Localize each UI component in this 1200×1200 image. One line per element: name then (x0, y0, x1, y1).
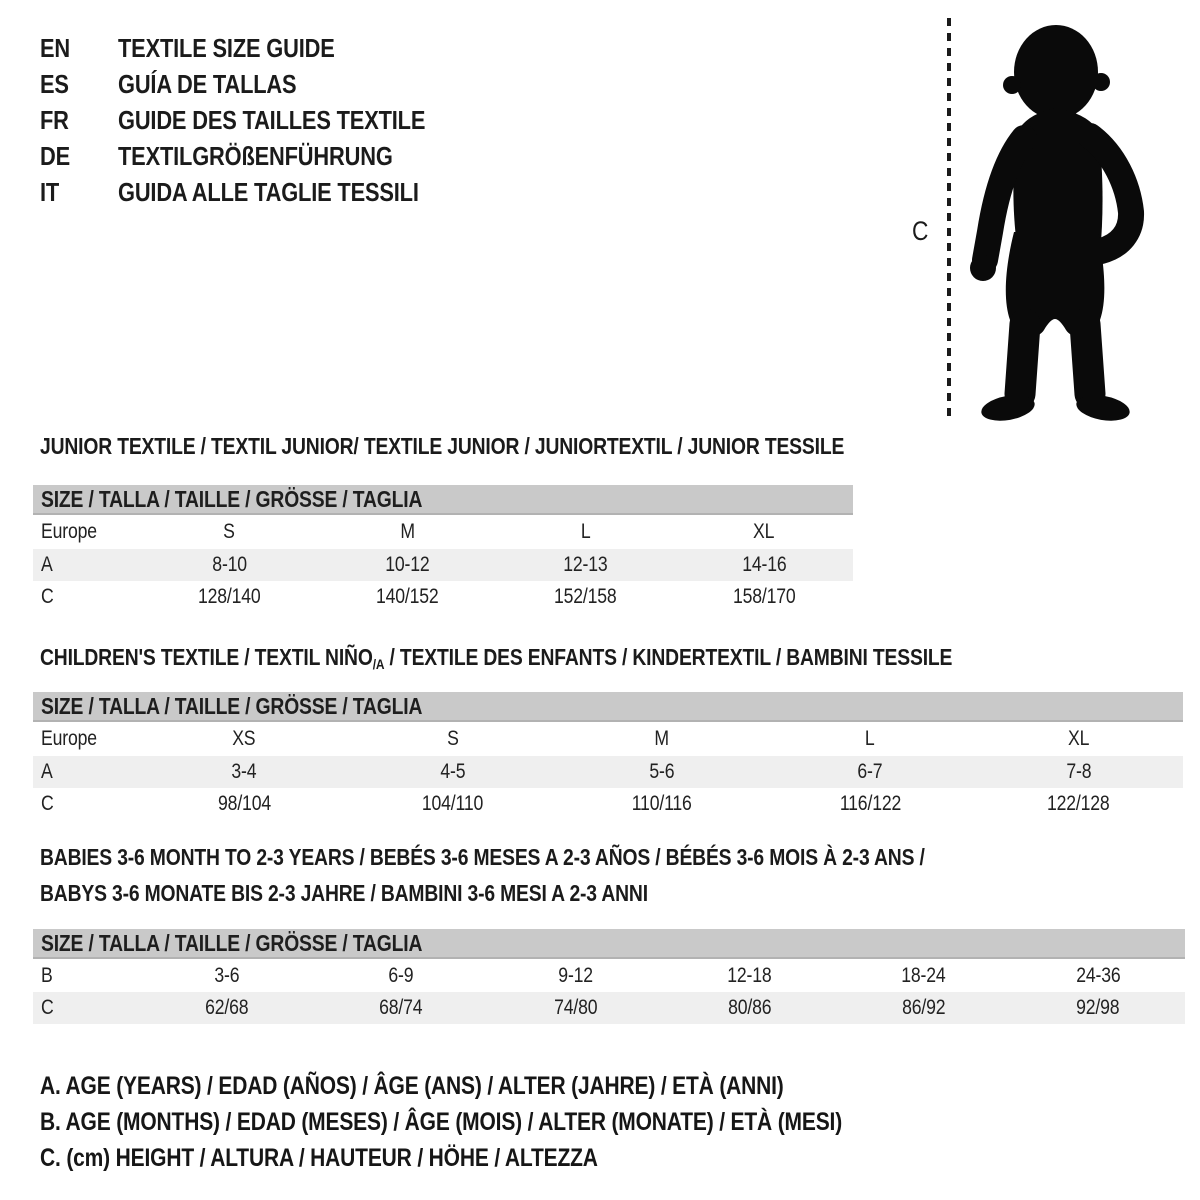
language-code: IT (40, 176, 60, 207)
size-cell: XS (232, 727, 256, 750)
measurement-legend (40, 1068, 995, 1176)
nino-a-subscript: /A (372, 656, 385, 673)
row-label: A (41, 553, 53, 576)
age-cell: 5-6 (648, 760, 674, 783)
table-row-c (33, 581, 853, 612)
language-row (40, 66, 484, 102)
size-cell: S (447, 727, 459, 750)
size-header-label: SIZE / TALLA / TAILLE / GRÖSSE / TAGLIA (41, 692, 423, 719)
row-label: Europe (41, 520, 97, 543)
height-cell: 98/104 (217, 791, 271, 815)
size-cell: M (400, 520, 415, 543)
babies-section-title (40, 839, 1093, 911)
row-label: C (41, 791, 54, 815)
height-cell: 104/110 (422, 791, 484, 815)
size-header-row (33, 929, 1185, 959)
language-title-list (40, 30, 484, 210)
table-row-europe (33, 722, 1183, 756)
size-header-row (33, 692, 1183, 722)
size-cell: L (865, 727, 875, 750)
height-cell: 140/152 (376, 584, 439, 608)
height-cell: 152/158 (554, 584, 617, 608)
size-cell: S (223, 520, 235, 543)
age-cell: 12-13 (563, 553, 608, 576)
size-header-label: SIZE / TALLA / TAILLE / GRÖSSE / TAGLIA (41, 485, 423, 512)
size-cell: XL (1068, 727, 1090, 750)
table-row-a (33, 549, 853, 581)
children-section-title: CHILDREN'S TEXTILE / TEXTIL $NIÑO_{/A}$ / TEXTILE DES ENFANTS / KINDERTEXTIL / BAMBINI TESSILE (40, 644, 953, 673)
age-cell: 4-5 (440, 760, 466, 783)
size-header-label: SIZE / TALLA / TAILLE / GRÖSSE / TAGLIA (41, 929, 423, 956)
height-measure-dashed-line (947, 18, 951, 416)
language-title: TEXTILGRÖßENFÜHRUNG (118, 140, 393, 171)
table-row-c (33, 992, 1185, 1024)
babies-section-title-line1: BABIES 3-6 MONTH TO 2-3 YEARS / BEBÉS 3-6 MESES A 2-3 AÑOS / BÉBÉS 3-6 MOIS À 2-3 ANS / (40, 844, 925, 870)
legend-line-a: A. AGE (YEARS) / EDAD (AÑOS) / ÂGE (ANS) / ALTER (JAHRE) / ETÀ (ANNI) (40, 1072, 784, 1100)
language-row (40, 30, 484, 66)
language-row (40, 138, 484, 174)
height-cell: 110/116 (631, 791, 692, 815)
age-cell: 24-36 (1075, 963, 1121, 987)
children-size-table (33, 692, 1183, 819)
language-row (40, 102, 484, 138)
table-row-europe (33, 515, 853, 549)
language-code: FR (40, 104, 69, 135)
language-code: DE (40, 140, 71, 171)
height-cell: 80/86 (727, 996, 772, 1019)
row-label: A (41, 760, 53, 783)
language-title: GUÍA DE TALLAS (118, 68, 297, 99)
size-cell: XL (753, 520, 775, 543)
age-cell: 3-6 (214, 963, 240, 987)
age-cell: 12-18 (727, 963, 772, 987)
table-row-c (33, 788, 1183, 819)
age-cell: 18-24 (901, 963, 946, 987)
size-cell: L (580, 520, 591, 543)
age-cell: 7-8 (1066, 760, 1092, 783)
height-cell: 122/128 (1047, 791, 1110, 815)
height-cell: 62/68 (205, 996, 249, 1019)
junior-size-table (33, 485, 853, 612)
row-label: C (41, 584, 54, 608)
height-cell: 92/98 (1076, 996, 1120, 1019)
age-cell: 9-12 (558, 963, 593, 987)
language-code: EN (40, 32, 71, 63)
height-cell: 116/122 (839, 791, 901, 815)
age-cell: 6-7 (857, 760, 883, 783)
size-header-row (33, 485, 853, 515)
height-measure-label: C (912, 216, 929, 246)
age-cell: 14-16 (741, 553, 787, 576)
baby-silhouette-image (962, 22, 1148, 422)
junior-section-title: JUNIOR TEXTILE / TEXTIL JUNIOR/ TEXTILE JUNIOR / JUNIORTEXTIL / JUNIOR TESSILE (40, 433, 845, 459)
babies-section-title-line2: BABYS 3-6 MONATE BIS 2-3 JAHRE / BAMBINI 3-6 MESI A 2-3 ANNI (40, 880, 648, 906)
language-title: GUIDA ALLE TAGLIE TESSILI (118, 176, 419, 207)
table-row-b (33, 959, 1185, 992)
age-cell: 3-4 (231, 760, 257, 783)
row-label: C (41, 996, 54, 1019)
height-cell: 158/170 (732, 584, 796, 608)
age-cell: 8-10 (211, 553, 247, 576)
size-cell: M (654, 727, 669, 750)
babies-size-table (33, 929, 1185, 1024)
row-label: B (41, 963, 53, 987)
table-row-a (33, 756, 1183, 788)
language-row (40, 174, 484, 210)
height-cell: 128/140 (197, 584, 261, 608)
legend-line-c: C. (cm) HEIGHT / ALTURA / HAUTEUR / HÖHE / ALTEZZA (40, 1144, 598, 1172)
language-code: ES (40, 68, 69, 99)
age-cell: 6-9 (388, 963, 414, 987)
age-cell: 10-12 (385, 553, 430, 576)
row-label: Europe (41, 727, 97, 750)
language-title: GUIDE DES TAILLES TEXTILE (118, 104, 426, 135)
height-cell: 74/80 (553, 996, 598, 1019)
legend-line-b: B. AGE (MONTHS) / EDAD (MESES) / ÂGE (MOIS) / ALTER (MONATE) / ETÀ (MESI) (40, 1108, 843, 1136)
language-title: TEXTILE SIZE GUIDE (118, 32, 335, 63)
height-cell: 86/92 (902, 996, 946, 1019)
height-cell: 68/74 (379, 996, 423, 1019)
